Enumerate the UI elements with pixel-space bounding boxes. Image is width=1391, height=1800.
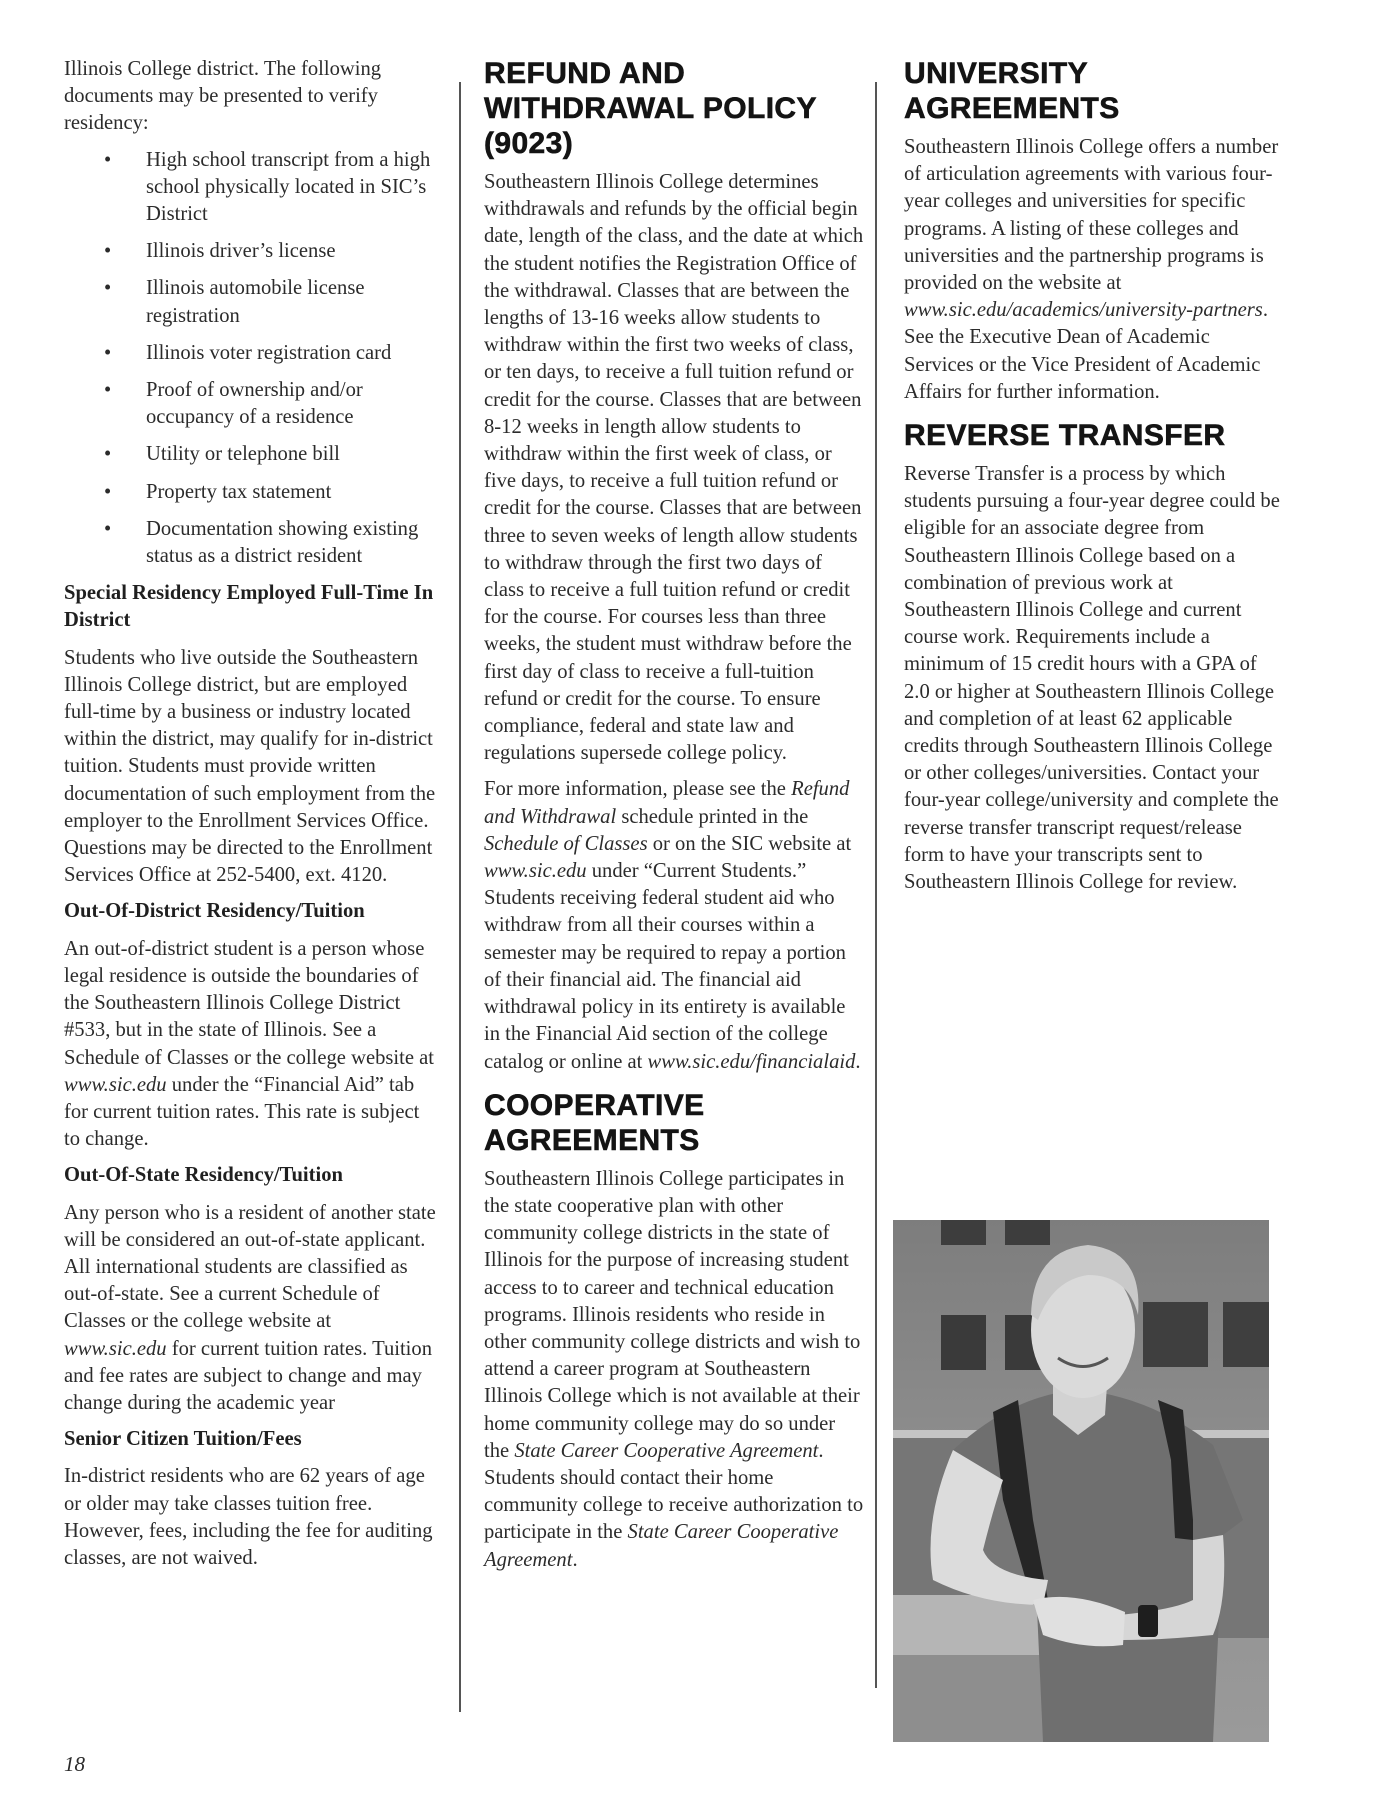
refund-more-info: For more information, please see the Refund and Withdrawal schedule printed in the Schedule of Classes or on the SIC website at www.sic.edu under “Current Students.” Students receiving federal student aid who withdraw from all their courses within a semester may be required to repay a portion of their financial aid. The financial aid withdrawal policy in its entirety is available in the Financial Aid section of the college catalog or online at www.sic.edu/financialaid. bbox=[484, 778, 861, 1073]
list-item: • High school transcript from a high school physically located in SIC’s District bbox=[104, 148, 431, 226]
watch-icon bbox=[1138, 1605, 1158, 1637]
senior-citizen-body: In-district residents who are 62 years of age or older may take classes tuition free. However, fees, including the fee for auditing classes, are not waived. bbox=[64, 1465, 433, 1569]
column-divider bbox=[875, 82, 877, 1688]
residency-intro: Illinois College district. The following documents may be presented to verify residency: bbox=[64, 58, 382, 135]
bullet-icon: • bbox=[104, 480, 112, 503]
university-partners-link[interactable]: www.sic.edu/academics/university-partners bbox=[904, 299, 1263, 322]
reverse-transfer-body: Reverse Transfer is a process by which students pursuing a four-year degree could be eligible for an associate degree from Southeastern Illinois College based on a combination of previous work at Southeastern Illinois College and current course work. Requirements include a minimum of 15 credit hours with a GPA of 2.0 or higher at Southeastern Illinois College and completion of at least 62 applicable credits through Southeastern Illinois College or other colleges/universities. Contact your four-year college/university and complete the reverse transfer transcript request/release form to have your transcripts sent to Southeastern Illinois College for review. bbox=[904, 463, 1280, 894]
refund-body: Southeastern Illinois College determines withdrawals and refunds by the official begin date, length of the class, and the date at which the student notifies the Registration Office of the withdrawal. Classes that are between the lengths of 13-16 weeks allow students to withdraw within the first two weeks of class, or ten days, to receive a full tuition refund or credit for the course. Classes that are between 8-12 weeks in length allow students to withdraw within the first week of class, or five days, to receive a full tuition refund or credit for the course. Classes that are between three to seven weeks of length allow students to withdraw through the first two days of class to receive a full tuition refund or credit for the course. For courses less than three weeks, the student must withdraw before the first day of class to receive a full-tuition refund or credit for the course. To ensure compliance, federal and state law and regulations supersede college policy. bbox=[484, 171, 864, 765]
bullet-icon: • bbox=[104, 443, 112, 466]
bullet-icon: • bbox=[104, 148, 112, 171]
residency-documents-list bbox=[64, 147, 436, 571]
list-item: • Utility or telephone bill bbox=[64, 441, 436, 468]
special-residency-heading: Special Residency Employed Full-Time In District bbox=[64, 582, 434, 632]
out-of-state-heading: Out-Of-State Residency/Tuition bbox=[64, 1164, 343, 1187]
list-item: • Proof of ownership and/or occupancy of a residence bbox=[104, 379, 363, 429]
out-of-state-body: Any person who is a resident of another state will be considered an out-of-state applicant. All international students are classified as out-of-state. See a current Schedule of Classes or the college website at www.sic.edu for current tuition rates. Tuition and fee rates are subject to change and may change during the academic year bbox=[64, 1201, 436, 1414]
financial-aid-link[interactable]: www.sic.edu/financialaid bbox=[647, 1050, 856, 1073]
sic-website-link[interactable]: www.sic.edu bbox=[64, 1337, 167, 1360]
cooperative-heading: COOPERATIVE AGREEMENTS bbox=[484, 1088, 705, 1157]
out-of-district-body: An out-of-district student is a person whose legal residence is outside the boundaries of the Southeastern Illinois College District #533, but in the state of Illinois. See a Schedule of Classes or the college website at www.sic.edu under the “Financial Aid” tab for current tuition rates. This rate is subject to change. bbox=[64, 937, 435, 1151]
column-agreements bbox=[904, 56, 1282, 905]
bullet-icon: • bbox=[104, 341, 112, 364]
column-divider bbox=[459, 82, 461, 1712]
window bbox=[1223, 1302, 1269, 1367]
list-item: • Property tax statement bbox=[64, 479, 436, 506]
sic-website-link[interactable]: www.sic.edu bbox=[484, 860, 587, 883]
list-item: • Illinois voter registration card bbox=[64, 340, 436, 367]
bullet-icon: • bbox=[104, 277, 112, 300]
university-body: Southeastern Illinois College offers a number of articulation agreements with various four-year colleges and universities for specific programs. A listing of these colleges and universities and the partnership programs is provided on the website at www.sic.edu/academics/university-partners. See the Executive Dean of Academic Services or the Vice President of Academic Affairs for further information. bbox=[904, 136, 1279, 403]
window bbox=[941, 1220, 986, 1245]
page-number: 18 bbox=[64, 1752, 85, 1776]
cooperative-body: Southeastern Illinois College participates in the state cooperative plan with other community college districts in the state of Illinois for the purpose of increasing student access to to career and technical education programs. Illinois residents who reside in other community college districts and wish to attend a career program at Southeastern Illinois College which is not available at their home community college may do so under the State Career Cooperative Agreement. Students should contact their home community college to receive authorization to participate in the State Career Cooperative Agreement. bbox=[484, 1167, 864, 1571]
window bbox=[941, 1315, 986, 1370]
list-item: • Documentation showing existing status as a district resident bbox=[104, 517, 419, 568]
column-policies bbox=[484, 56, 864, 1583]
list-item: • Illinois driver’s license bbox=[64, 238, 436, 265]
special-residency-body: Students who live outside the Southeastern Illinois College district, but are employed full-time by a business or industry located within the district, may qualify for in-district tuition. Students must provide written documentation of such employment from the employer to the Enrollment Services Office. Questions may be directed to the Enrollment Services Office at 252-5400, ext. 4120. bbox=[64, 646, 436, 887]
bullet-icon: • bbox=[104, 240, 112, 263]
university-heading: UNIVERSITY AGREEMENTS bbox=[904, 57, 1120, 125]
bullet-icon: • bbox=[104, 379, 112, 402]
student-photo bbox=[893, 1220, 1269, 1742]
stone-wall-base bbox=[893, 1655, 1043, 1742]
reverse-transfer-heading: REVERSE TRANSFER bbox=[904, 419, 1226, 453]
out-of-district-heading: Out-Of-District Residency/Tuition bbox=[64, 900, 365, 923]
bullet-icon: • bbox=[104, 517, 112, 540]
senior-citizen-heading: Senior Citizen Tuition/Fees bbox=[64, 1428, 302, 1451]
window bbox=[1005, 1220, 1050, 1245]
sic-website-link[interactable]: www.sic.edu bbox=[64, 1073, 167, 1096]
window bbox=[1143, 1302, 1208, 1367]
student-photo-illustration bbox=[893, 1220, 1269, 1742]
column-residency bbox=[64, 56, 436, 1581]
list-item: • Illinois automobile license registration bbox=[104, 277, 365, 327]
refund-heading: REFUND AND WITHDRAWAL POLICY (9023) bbox=[484, 57, 817, 160]
